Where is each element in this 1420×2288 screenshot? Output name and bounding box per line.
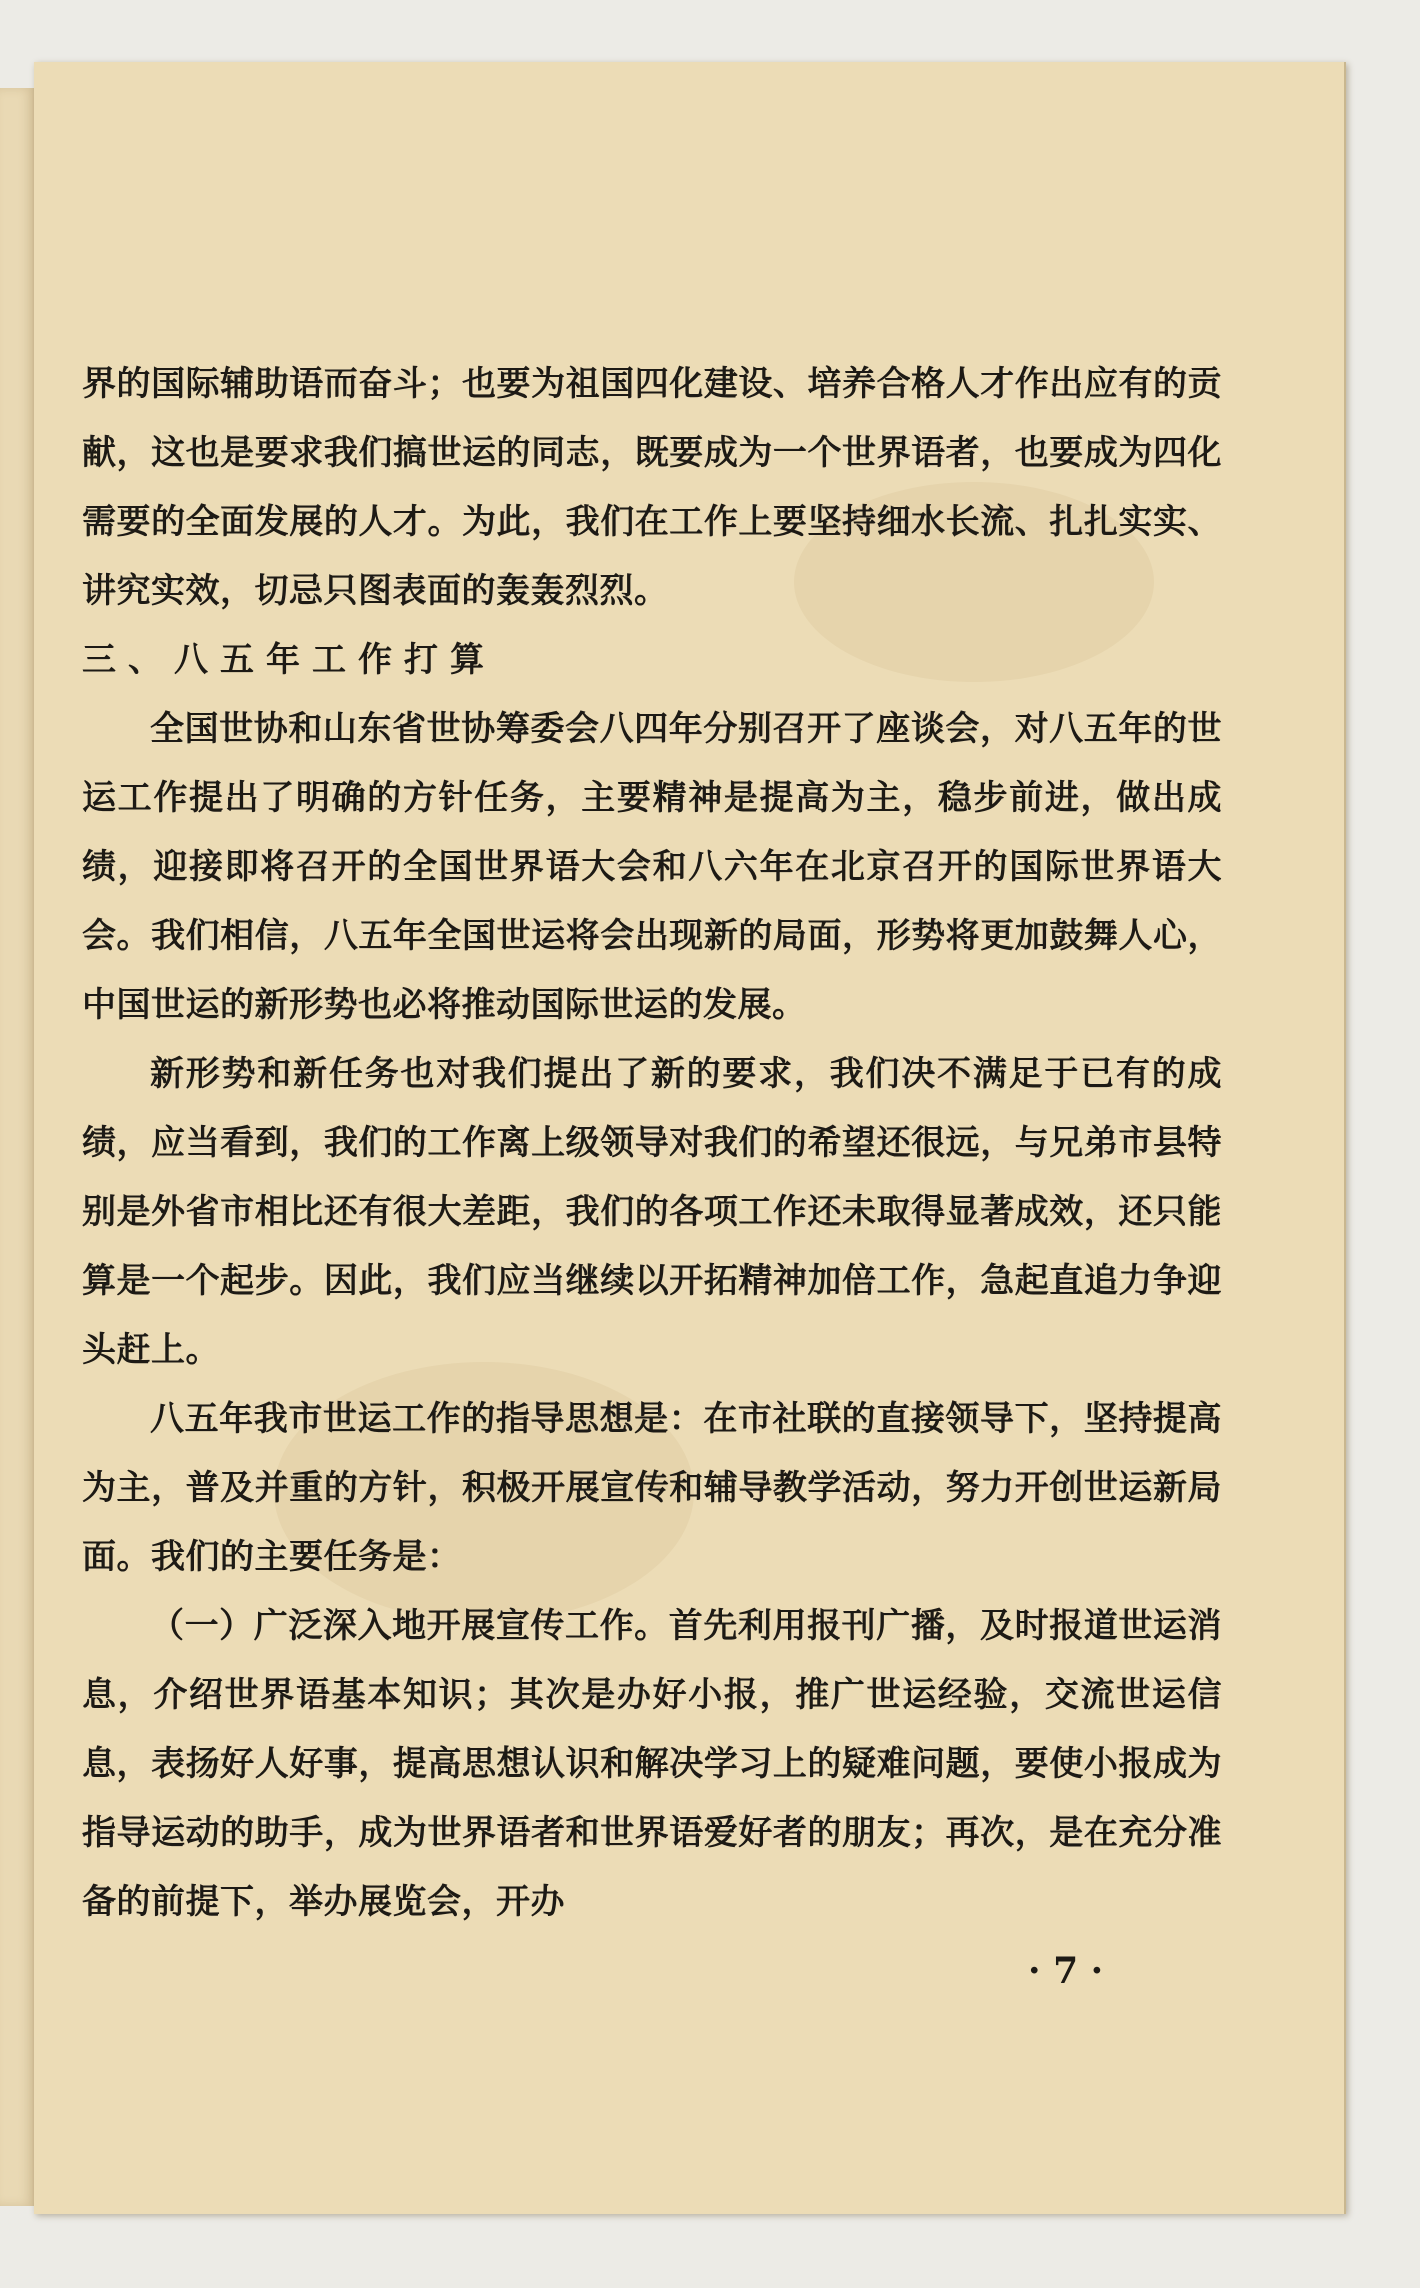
paragraph: 新形势和新任务也对我们提出了新的要求，我们决不满足于已有的成绩，应当看到，我们的工作离上级领导对我们的希望还很远，与兄弟市县特别是外省市相比还有很大差距，我们的各项工作还未取得显著成效，还只能算是一个起步。因此，我们应当继续以开拓精神加倍工作，急起直追力争迎头赶上。 xyxy=(82,1054,1222,1370)
section-heading: 三、八五年工作打算 xyxy=(82,640,496,680)
page-number: · 7 · xyxy=(1028,1950,1104,1992)
paragraph: 全国世协和山东省世协筹委会八四年分别召开了座谈会，对八五年的世运工作提出了明确的方针任务，主要精神是提高为主，稳步前进，做出成绩，迎接即将召开的全国世界语大会和八六年在北京召开的国际世界语大会。我们相信，八五年全国世运将会出现新的局面，形势将更加鼓舞人心，中国世运的新形势也必将推动国际世运的发展。 xyxy=(82,709,1222,1025)
left-facing-page-edge xyxy=(0,88,36,2206)
paragraph-continued: 界的国际辅助语而奋斗；也要为祖国四化建设、培养合格人才作出应有的贡献，这也是要求我们搞世运的同志，既要成为一个世界语者，也要成为四化需要的全面发展的人才。为此，我们在工作上要坚持细水长流、扎扎实实、讲究实效，切忌只图表面的轰轰烈烈。 xyxy=(82,364,1222,611)
paragraph: 八五年我市世运工作的指导思想是：在市社联的直接领导下，坚持提高为主，普及并重的方针，积极开展宣传和辅导教学活动，努力开创世运新局面。我们的主要任务是： xyxy=(82,1399,1222,1577)
paragraph: （一）广泛深入地开展宣传工作。首先利用报刊广播，及时报道世运消息，介绍世界语基本知识；其次是办好小报，推广世运经验，交流世运信息，表扬好人好事，提高思想认识和解决学习上的疑难问题，要使小报成为指导运动的助手，成为世界语者和世界语爱好者的朋友；再次，是在充分准备的前提下，举办展览会，开办 xyxy=(82,1606,1222,1922)
page-body xyxy=(82,350,1222,1937)
